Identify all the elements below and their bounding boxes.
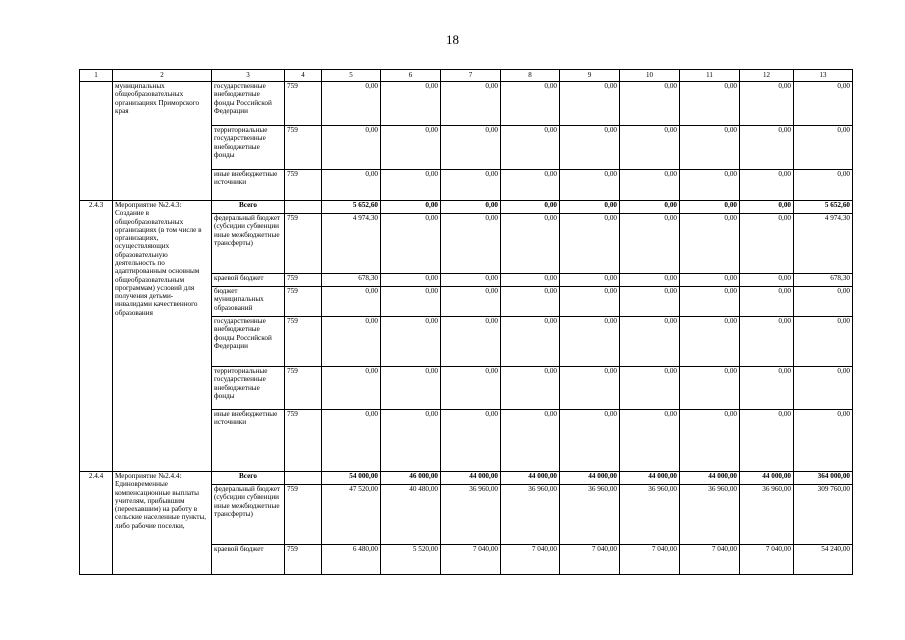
measure-name: муниципальных общеобразовательных организациях Приморского края (113, 82, 212, 201)
funding-source: краевой бюджет (212, 274, 285, 287)
value-cell: 36 960,00 (680, 485, 740, 545)
value-cell: 0,00 (680, 170, 740, 201)
funding-source: бюджет муниципальных образований (212, 287, 285, 317)
value-cell: 44 000,00 (441, 472, 501, 485)
value-cell: 40 480,00 (381, 485, 441, 545)
budget-code: 759 (285, 274, 322, 287)
value-cell: 0,00 (620, 287, 680, 317)
value-cell: 46 000,00 (381, 472, 441, 485)
value-cell: 0,00 (740, 287, 794, 317)
value-cell: 0,00 (381, 274, 441, 287)
column-header: 5 (322, 70, 381, 82)
funding-source: Всего (212, 472, 285, 485)
funding-source: иные внебюджетные источники (212, 170, 285, 201)
value-cell: 0,00 (740, 126, 794, 170)
value-cell: 0,00 (501, 287, 560, 317)
budget-code: 759 (285, 126, 322, 170)
column-header: 6 (381, 70, 441, 82)
value-cell: 0,00 (620, 367, 680, 410)
value-cell: 0,00 (560, 214, 620, 274)
value-cell: 5 520,00 (381, 545, 441, 575)
column-header: 9 (560, 70, 620, 82)
value-cell: 0,00 (381, 317, 441, 367)
column-header: 11 (680, 70, 740, 82)
column-header: 10 (620, 70, 680, 82)
value-cell: 47 520,00 (322, 485, 381, 545)
value-cell: 5 652,60 (322, 201, 381, 214)
value-cell: 36 960,00 (740, 485, 794, 545)
value-cell: 0,00 (680, 287, 740, 317)
value-cell: 0,00 (620, 317, 680, 367)
total-value-cell: 0,00 (794, 317, 853, 367)
value-cell: 0,00 (322, 317, 381, 367)
funding-source: территориальные государственные внебюджетные фонды (212, 126, 285, 170)
value-cell: 0,00 (381, 287, 441, 317)
column-header: 4 (285, 70, 322, 82)
value-cell: 0,00 (322, 126, 381, 170)
value-cell: 0,00 (740, 214, 794, 274)
value-cell: 0,00 (501, 317, 560, 367)
value-cell: 0,00 (560, 317, 620, 367)
measure-name: Мероприятие №2.4.4: Единовременные компенсационные выплаты учителям, прибывшим (переехавшим) на работу в сельские населенные пункты, либо рабочие поселки, (113, 472, 212, 575)
funding-source: федеральный бюджет (субсидии субвенции иные межбюджетные трансферты) (212, 485, 285, 545)
funding-source: государственные внебюджетные фонды Российской Федерации (212, 82, 285, 126)
total-row (80, 472, 853, 485)
value-cell: 0,00 (501, 126, 560, 170)
value-cell: 7 040,00 (560, 545, 620, 575)
budget-code: 759 (285, 485, 322, 545)
value-cell: 0,00 (322, 410, 381, 472)
value-cell: 0,00 (620, 170, 680, 201)
total-value-cell: 0,00 (794, 126, 853, 170)
column-header: 8 (501, 70, 560, 82)
column-header: 7 (441, 70, 501, 82)
value-cell: 0,00 (560, 170, 620, 201)
value-cell: 7 040,00 (620, 545, 680, 575)
value-cell: 0,00 (560, 287, 620, 317)
column-header: 2 (113, 70, 212, 82)
value-cell: 0,00 (560, 126, 620, 170)
value-cell: 0,00 (381, 170, 441, 201)
budget-code: 759 (285, 170, 322, 201)
column-header: 3 (212, 70, 285, 82)
value-cell: 0,00 (501, 410, 560, 472)
budget-code: 759 (285, 287, 322, 317)
budget-code (285, 472, 322, 485)
value-cell: 0,00 (322, 170, 381, 201)
value-cell: 0,00 (441, 170, 501, 201)
funding-source: Всего (212, 201, 285, 214)
value-cell: 7 040,00 (441, 545, 501, 575)
value-cell: 0,00 (680, 126, 740, 170)
value-cell: 44 000,00 (501, 472, 560, 485)
total-row (80, 201, 853, 214)
header-row (80, 70, 853, 82)
value-cell: 0,00 (560, 82, 620, 126)
value-cell: 0,00 (441, 317, 501, 367)
value-cell: 0,00 (680, 410, 740, 472)
budget-code: 759 (285, 410, 322, 472)
total-value-cell: 5 652,60 (794, 201, 853, 214)
measure-number (80, 82, 113, 201)
value-cell: 0,00 (620, 201, 680, 214)
value-cell: 36 960,00 (441, 485, 501, 545)
value-cell: 0,00 (441, 274, 501, 287)
value-cell: 0,00 (620, 214, 680, 274)
value-cell: 36 960,00 (501, 485, 560, 545)
budget-code (285, 201, 322, 214)
value-cell: 0,00 (740, 274, 794, 287)
value-cell: 0,00 (680, 367, 740, 410)
value-cell: 54 000,00 (322, 472, 381, 485)
value-cell: 6 480,00 (322, 545, 381, 575)
value-cell: 0,00 (441, 214, 501, 274)
column-header: 13 (794, 70, 853, 82)
measure-number: 2.4.4 (80, 472, 113, 575)
value-cell: 0,00 (501, 201, 560, 214)
budget-code: 759 (285, 214, 322, 274)
page-number: 18 (446, 32, 459, 47)
total-value-cell: 0,00 (794, 170, 853, 201)
value-cell: 0,00 (501, 170, 560, 201)
total-value-cell: 309 760,00 (794, 485, 853, 545)
value-cell: 0,00 (381, 82, 441, 126)
value-cell: 0,00 (740, 82, 794, 126)
budget-code: 759 (285, 82, 322, 126)
value-cell: 0,00 (441, 126, 501, 170)
value-cell: 44 000,00 (560, 472, 620, 485)
total-value-cell: 4 974,30 (794, 214, 853, 274)
budget-code: 759 (285, 545, 322, 575)
value-cell: 0,00 (501, 367, 560, 410)
value-cell: 44 000,00 (740, 472, 794, 485)
total-value-cell: 54 240,00 (794, 545, 853, 575)
value-cell: 0,00 (680, 317, 740, 367)
value-cell: 0,00 (441, 410, 501, 472)
value-cell: 0,00 (381, 214, 441, 274)
value-cell: 0,00 (441, 201, 501, 214)
value-cell: 0,00 (501, 214, 560, 274)
column-header: 12 (740, 70, 794, 82)
value-cell: 0,00 (620, 410, 680, 472)
value-cell: 0,00 (560, 201, 620, 214)
value-cell: 0,00 (680, 214, 740, 274)
total-value-cell: 0,00 (794, 82, 853, 126)
value-cell: 0,00 (441, 287, 501, 317)
value-cell: 0,00 (322, 82, 381, 126)
value-cell: 0,00 (620, 274, 680, 287)
value-cell: 0,00 (381, 126, 441, 170)
value-cell: 0,00 (680, 274, 740, 287)
value-cell: 0,00 (381, 367, 441, 410)
value-cell: 7 040,00 (680, 545, 740, 575)
measure-number: 2.4.3 (80, 201, 113, 472)
value-cell: 0,00 (740, 201, 794, 214)
funding-source: государственные внебюджетные фонды Российской Федерации (212, 317, 285, 367)
value-cell: 7 040,00 (501, 545, 560, 575)
column-header: 1 (80, 70, 113, 82)
value-cell: 0,00 (560, 274, 620, 287)
value-cell: 0,00 (501, 274, 560, 287)
value-cell: 7 040,00 (740, 545, 794, 575)
value-cell: 0,00 (381, 410, 441, 472)
value-cell: 36 960,00 (560, 485, 620, 545)
value-cell: 36 960,00 (620, 485, 680, 545)
funding-source: иные внебюджетные источники (212, 410, 285, 472)
value-cell: 0,00 (441, 82, 501, 126)
value-cell: 0,00 (740, 317, 794, 367)
table-row (80, 82, 853, 126)
value-cell: 0,00 (620, 82, 680, 126)
value-cell: 0,00 (680, 201, 740, 214)
funding-source: территориальные государственные внебюджетные фонды (212, 367, 285, 410)
funding-source: федеральный бюджет (субсидии субвенции иные межбюджетные трансферты) (212, 214, 285, 274)
value-cell: 0,00 (560, 367, 620, 410)
value-cell: 0,00 (560, 410, 620, 472)
total-value-cell: 364 000,00 (794, 472, 853, 485)
value-cell: 0,00 (680, 82, 740, 126)
value-cell: 0,00 (740, 410, 794, 472)
budget-table (79, 69, 853, 575)
value-cell: 0,00 (620, 126, 680, 170)
budget-code: 759 (285, 317, 322, 367)
value-cell: 678,30 (322, 274, 381, 287)
value-cell: 0,00 (740, 170, 794, 201)
value-cell: 44 000,00 (620, 472, 680, 485)
value-cell: 0,00 (322, 287, 381, 317)
total-value-cell: 0,00 (794, 287, 853, 317)
funding-source: краевой бюджет (212, 545, 285, 575)
value-cell: 44 000,00 (680, 472, 740, 485)
budget-code: 759 (285, 367, 322, 410)
total-value-cell: 0,00 (794, 410, 853, 472)
value-cell: 4 974,30 (322, 214, 381, 274)
value-cell: 0,00 (322, 367, 381, 410)
value-cell: 0,00 (740, 367, 794, 410)
total-value-cell: 678,30 (794, 274, 853, 287)
table-body (80, 82, 853, 575)
value-cell: 0,00 (381, 201, 441, 214)
measure-name: Мероприятие №2.4.3: Создание в общеобразовательных организациях (в том числе в организациях, осуществляющих образовательную деятельность по адаптированным основным общеобразовательным программам) условий для получения детьми-инвалидами качественного образования (113, 201, 212, 472)
value-cell: 0,00 (501, 82, 560, 126)
value-cell: 0,00 (441, 367, 501, 410)
total-value-cell: 0,00 (794, 367, 853, 410)
